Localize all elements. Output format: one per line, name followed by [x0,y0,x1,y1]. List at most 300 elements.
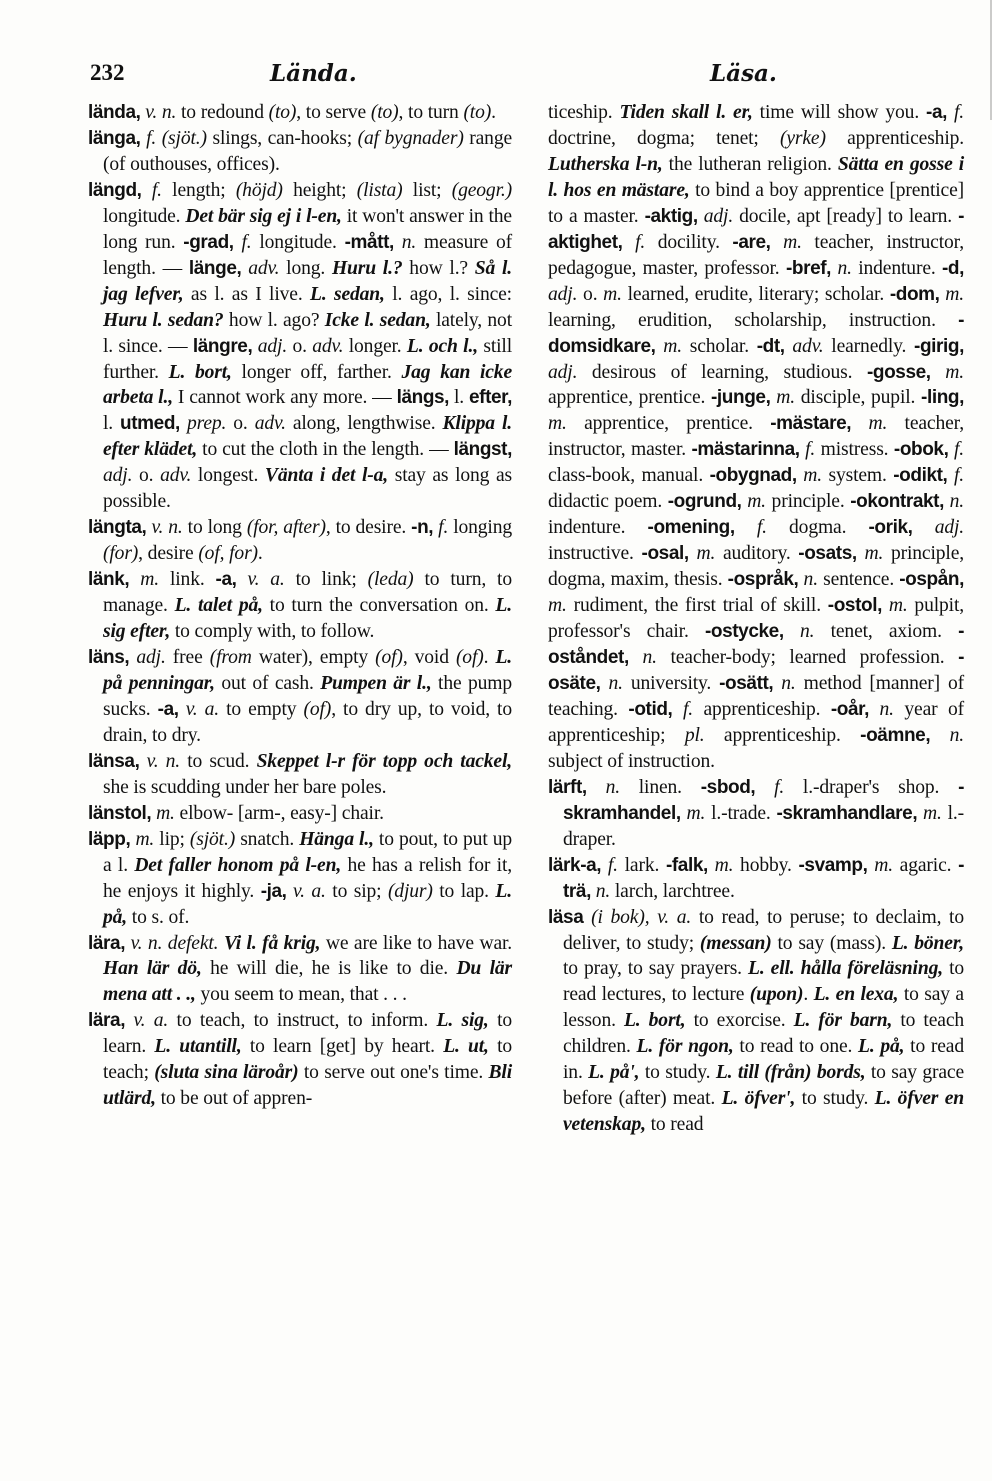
headword: -okontrakt, [850,491,944,513]
text-segment: to teach children. [563,1010,965,1058]
text-segment: docility. [645,231,733,253]
headword: -osal, [641,543,689,565]
italic-segment: prep. [186,413,227,435]
italic-segment: L. på penningar, [103,647,513,694]
text-segment: to read [645,1114,704,1136]
italic-segment: (of) [303,698,332,720]
italic-segment: L. bort, [168,361,232,383]
italic-segment: f. [953,465,964,487]
italic-segment: m. [923,802,942,824]
headword: längre, [192,335,253,357]
headword: -domsidkare, [548,309,964,357]
headword: -aktighet, [548,205,965,253]
text-segment: l.-trade. [705,802,777,824]
italic-segment: v. a. [657,906,692,928]
text-segment: longer off, farther. [231,361,402,383]
text-segment: doctrine, dogma; tenet; [548,127,780,149]
headword: -trä, [563,854,964,902]
italic-segment: (to) [463,102,492,123]
text-segment: to bind a boy apprentice [prentice] to a master. [548,179,965,227]
headword: -ja, [260,880,287,902]
headword: -gosse, [866,361,931,383]
italic-segment: f. [805,439,816,461]
italic-segment: m. [874,854,893,876]
italic-segment: pl. [684,724,705,746]
headword: -odikt, [893,465,948,487]
dictionary-entry [88,801,512,827]
text-segment: to redound [176,102,269,123]
italic-segment: adv. [254,413,286,435]
dictionary-entry [88,567,512,645]
text-segment [930,725,949,746]
italic-segment: L. öfver', [721,1088,796,1110]
text-segment: it won't answer in the long run. [103,205,512,253]
headword: -girig, [914,335,965,357]
text-segment: to s. of. [127,906,190,928]
headword: lärft, [548,776,587,798]
italic-segment: (höjd) [235,179,283,201]
text-segment: learnedly. [823,335,915,357]
headword: -oår, [830,698,869,720]
headword: -osats, [798,543,857,565]
italic-segment: Det bär sig ej i l-en, [185,205,342,227]
text-segment [708,855,715,876]
italic-segment: L. öfver en vetenskap, [563,1088,965,1136]
italic-segment: (djur) [387,880,433,902]
headword: länsa, [88,750,140,772]
headword: -junge, [711,387,771,409]
italic-segment: L. på', [588,1062,640,1084]
headword: -skramhandel, [563,776,964,824]
text-segment: long. [279,257,332,279]
text-segment: time will show you. [752,102,927,123]
headword: lära, [88,932,126,954]
text-segment [583,907,591,928]
text-segment: . [483,647,496,669]
headword: -omening, [647,517,735,539]
text-segment [629,647,643,668]
italic-segment: n. [949,491,965,513]
italic-segment: n. [879,698,894,720]
headword: -osätt, [719,672,774,694]
text-segment: mistress. [815,439,894,461]
italic-segment: (af bygnader) [357,127,464,149]
headword: -mästarinna, [691,439,800,461]
italic-segment: (for) [103,543,139,565]
italic-segment: Du lär mena att . ., [103,958,512,1006]
headword: -osäte, [548,647,964,694]
page-number: 232 [90,60,125,85]
italic-segment: (leda) [367,569,414,591]
headword: efter, [468,387,512,409]
text-segment: tenet, axiom. [814,621,959,643]
italic-segment: v. n. [151,517,183,539]
headword: -mått, [344,231,394,253]
text-segment: , to serve [296,102,371,123]
italic-segment: L. en lexa, [813,984,899,1006]
headword: -are, [732,231,771,253]
text-segment: to be out of appren- [155,1088,313,1110]
headword: längta, [88,517,147,539]
text-segment: to study. [795,1088,875,1110]
italic-segment: f. [146,127,157,149]
italic-segment: n. [837,257,852,279]
text-segment: to scud. [180,750,257,772]
text-segment: list; [402,179,452,201]
italic-segment: v. a. [293,880,326,902]
text-segment [784,621,800,642]
text-segment: along, lengthwise. [285,413,443,435]
text-segment: lately, not l. since. — [103,309,513,357]
headword: -mästare, [770,413,852,435]
italic-segment: (sluta sina läroår) [154,1062,299,1084]
italic-segment: Hänga l., [299,828,374,850]
italic-segment: Klippa l. efter klädet, [103,413,512,461]
text-segment: principle. [765,491,851,513]
text-segment: teacher, instructor, master. [548,413,965,461]
text-segment: length; [161,179,236,201]
headword: lända, [88,102,141,123]
italic-segment: L. bort, [623,1010,686,1032]
headword: läns, [88,647,130,669]
headword: -obok, [893,439,949,461]
text-segment: scholar. [682,335,757,357]
text-segment: indenture. [851,257,942,279]
headword: -oståndet, [548,621,965,669]
headword: -orik, [868,517,913,539]
italic-segment: v. n. defekt. [130,932,219,954]
text-segment: he has a relish for it, he enjoys it highly. [103,854,512,902]
headword: -a, [926,102,948,123]
text-segment: didactic poem. [548,491,668,513]
dictionary-entry [548,853,964,905]
text-segment: lark. [617,854,666,876]
italic-segment: adj. [103,465,133,487]
text-segment: learned, erudite, literary; scholar. [621,283,890,305]
headword: -grad, [183,231,234,253]
italic-segment: f. [607,854,618,876]
italic-segment: n. [595,880,611,902]
italic-segment: L. talet på, [174,595,263,617]
text-segment: slings, can-hooks; [206,127,358,149]
text-segment: to read in. [563,1036,965,1084]
headword: -oämne, [860,724,931,746]
text-segment: hobby. [733,854,799,876]
headword: -bref, [785,257,832,279]
text-segment: l.-draper's shop. [784,776,959,798]
italic-segment: m. [714,854,734,876]
italic-segment: L. för barn, [793,1010,893,1032]
italic-segment: Pumpen är l., [320,672,432,694]
headword: -aktig, [644,205,698,227]
text-segment: to read lectures, to lecture [563,958,965,1006]
text-segment: to read to one. [733,1036,859,1058]
italic-segment: f. [774,776,785,798]
text-segment: to study. [639,1062,716,1084]
text-segment: apprenticeship. [825,127,965,149]
text-segment: rudiment, the first trial of skill. [566,595,828,617]
headword: läsa [548,906,584,928]
italic-segment: Det faller honom på l-en, [134,854,342,876]
italic-segment: (upon) [749,984,804,1006]
headword: -ling, [921,387,965,409]
headword: -a, [157,698,179,720]
headword: läpp, [88,828,131,850]
italic-segment: adj. [934,517,965,539]
right-column [548,100,964,1138]
text-segment: longitude. [103,205,186,227]
text-segment: ticeship. [548,102,620,123]
text-segment: sentence. [817,569,900,591]
headword: -falk, [665,854,708,876]
text-segment: auditory. [715,543,799,565]
headword: länstol, [88,802,152,824]
text-segment: . [257,543,263,565]
italic-segment: (of, for) [198,543,258,565]
text-segment: link. [159,569,216,591]
text-segment: subject of instruction. [548,750,715,772]
text-segment [139,751,146,772]
italic-segment: Tiden skall l. er, [619,102,753,123]
italic-segment: (geogr.) [451,179,513,201]
text-segment: to teach; [103,1036,513,1084]
text-segment: , to dry up, to void, to drain, to dry. [103,698,512,746]
text-segment [129,569,140,590]
headword: -ostol, [827,595,882,617]
text-segment: system. [821,465,894,487]
italic-segment: m. [548,595,567,617]
italic-segment: (to) [268,102,297,123]
italic-segment: adv. [792,335,824,357]
italic-segment: n. [608,672,623,694]
italic-segment: adj. [548,361,578,383]
italic-segment: L. sedan, [310,283,385,305]
italic-segment: m. [548,413,567,435]
italic-segment: Huru l. sedan? [103,309,224,331]
text-segment: instructive. [548,543,642,565]
dictionary-entry [548,905,964,1139]
headword: länge, [188,257,242,279]
italic-segment: m. [696,543,716,565]
text-segment: to cut the cloth in the length. — [197,439,454,461]
text-segment: she is scudding under her bare poles. [103,776,387,798]
dictionary-entry [548,100,964,775]
text-segment: stay as long as possible. [103,465,512,513]
italic-segment: m. [135,828,155,850]
italic-segment: adj. [548,283,578,305]
italic-segment: adv. [312,335,344,357]
italic-segment: m. [603,283,622,305]
headword: -ostycke, [704,621,784,643]
italic-segment: Lutherska l-n, [548,153,663,175]
italic-segment: adj. [703,205,734,227]
text-segment: , to turn [398,102,464,123]
italic-segment: f. [635,231,646,253]
italic-segment: (sjöt.) [189,828,236,850]
headword: länk, [88,569,130,591]
text-segment [180,413,187,434]
headword: lära, [88,1010,126,1032]
dictionary-entry [88,100,512,126]
text-segment: to say a lesson. [563,984,964,1032]
text-segment [735,517,757,538]
text-segment: , void [402,647,456,669]
italic-segment: L. ell. hålla föreläsning, [748,958,943,980]
text-segment: linen. [619,776,701,798]
italic-segment: Icke l. sedan, [324,309,431,331]
italic-segment: (of) [375,647,403,669]
italic-segment: L. på, [858,1036,905,1058]
text-segment: to learn. [103,1010,513,1058]
italic-segment: m. [776,387,795,409]
text-segment: height; [282,179,357,201]
italic-segment: n. [781,672,796,694]
italic-segment: (lista) [356,179,403,201]
text-segment: pulpit, professor's chair. [548,595,965,643]
text-segment: to empty [219,698,304,720]
italic-segment: (from [209,647,252,669]
text-segment: , to desire. [325,517,412,539]
italic-segment: L. böner, [891,932,964,954]
italic-segment: L. utantill, [154,1036,242,1058]
text-segment [179,699,186,720]
italic-segment: v. n. [145,102,177,123]
text-segment: class-book, manual. [548,465,710,487]
italic-segment: n. [642,647,657,669]
text-segment [394,232,402,253]
italic-segment: v. a. [247,569,285,591]
italic-segment: adj. [257,335,288,357]
text-segment: apprenticeship. [692,698,831,720]
text-segment: elbow- [arm-, easy-] chair. [174,802,384,824]
text-segment: as l. as I live. [183,283,310,305]
text-segment [672,699,683,720]
text-segment [755,777,774,798]
page-header [90,60,960,94]
text-segment: water), empty [251,647,376,669]
text-segment: agaric. [892,854,959,876]
italic-segment: Sätta en gosse i l. hos en mästare, [548,153,964,201]
headword: -otid, [628,698,673,720]
text-segment [947,102,954,123]
italic-segment: L. sig, [436,1010,489,1032]
text-segment: desirous of learning, studious. [577,361,867,383]
dictionary-entry [88,749,512,801]
text-segment: the pump sucks. [103,672,512,720]
dictionary-entry [88,931,512,1009]
text-segment [771,232,784,253]
text-segment: longitude. [251,231,345,253]
dictionary-entry [88,515,512,567]
dictionary-entry [88,827,512,931]
text-segment: dogma. [766,517,869,539]
italic-segment: n. [799,621,815,643]
italic-segment: L. och l., [406,335,478,357]
text-segment [601,855,608,876]
italic-segment: m. [888,595,908,617]
italic-segment: (yrke) [779,127,826,149]
text-segment: to sip; [325,880,388,902]
text-segment [869,699,880,720]
text-segment: o. [577,283,604,305]
italic-segment: L. på, [103,880,512,928]
italic-segment: Så l. jag lefver, [103,257,513,305]
text-segment: we are like to have war. [320,932,513,954]
italic-segment: m. [140,569,160,591]
italic-segment: m. [868,413,888,435]
text-segment: teacher-body; learned profession. [656,647,959,669]
italic-segment: Skeppet l-r för topp och tackel, [256,750,513,772]
text-segment: how l.? [402,257,475,279]
italic-segment: f. [682,698,693,720]
headword: länga, [88,127,141,149]
italic-segment: f. [151,179,162,201]
italic-segment: Han lär dö, [103,958,202,980]
dictionary-entry [548,775,964,853]
text-segment: university. [622,672,720,694]
italic-segment: v. n. [146,750,181,772]
text-segment: disciple, pupil. [795,387,922,409]
italic-segment: m. [803,465,822,487]
headword: -ospråk, [727,569,799,591]
italic-segment: L. ut, [443,1036,489,1058]
italic-segment: f. [438,517,449,539]
dictionary-entry [88,126,512,178]
text-segment: to pray, to say prayers. [563,958,749,980]
italic-segment: f. [756,517,767,539]
italic-segment: m. [864,543,884,565]
text-segment: l.-draper. [563,802,965,850]
text-segment: o. [226,413,255,435]
text-segment: year of apprenticeship; [548,698,965,746]
italic-segment: adv. [248,257,280,279]
italic-segment: adv. [160,465,192,487]
italic-segment: v. a. [133,1010,169,1032]
text-segment: to comply with, to follow. [170,621,375,643]
text-segment [125,1010,133,1031]
left-column [88,100,512,1112]
text-segment: teacher, instructor, pedagogue, master, professor. [548,231,964,279]
text-segment: to say (mass). [771,932,892,954]
italic-segment: m. [945,361,964,383]
italic-segment: m. [156,802,175,824]
text-segment: apprenticeship. [704,724,861,746]
text-segment: to read, to peruse; to declaim, to deliver, to study; [563,906,965,954]
text-segment: l. ago, l. since: [384,283,512,305]
left-guide-word: Lända. [270,60,357,87]
italic-segment: L. för ngon, [636,1036,734,1058]
text-segment: to link; [284,569,368,591]
headword: -ogrund, [667,491,742,513]
text-segment: to lap. [432,880,496,902]
text-segment: to serve out one's time. [298,1062,489,1084]
italic-segment: m. [663,335,683,357]
text-segment [913,517,935,538]
italic-segment: f. [953,439,964,461]
headword: -dom, [889,283,940,305]
headword: -obygnad, [709,465,797,487]
text-segment: o. [132,465,161,487]
italic-segment: Huru l.? [331,257,403,279]
text-segment: l. [449,387,469,409]
text-segment [689,543,697,564]
text-segment [882,595,889,616]
italic-segment: n. [401,231,417,253]
italic-segment: Vänta i det l-a, [264,465,389,487]
italic-segment: m. [686,802,706,824]
headword: -skramhandlare, [776,802,918,824]
text-segment: to teach, to instruct, to inform. [168,1010,437,1032]
